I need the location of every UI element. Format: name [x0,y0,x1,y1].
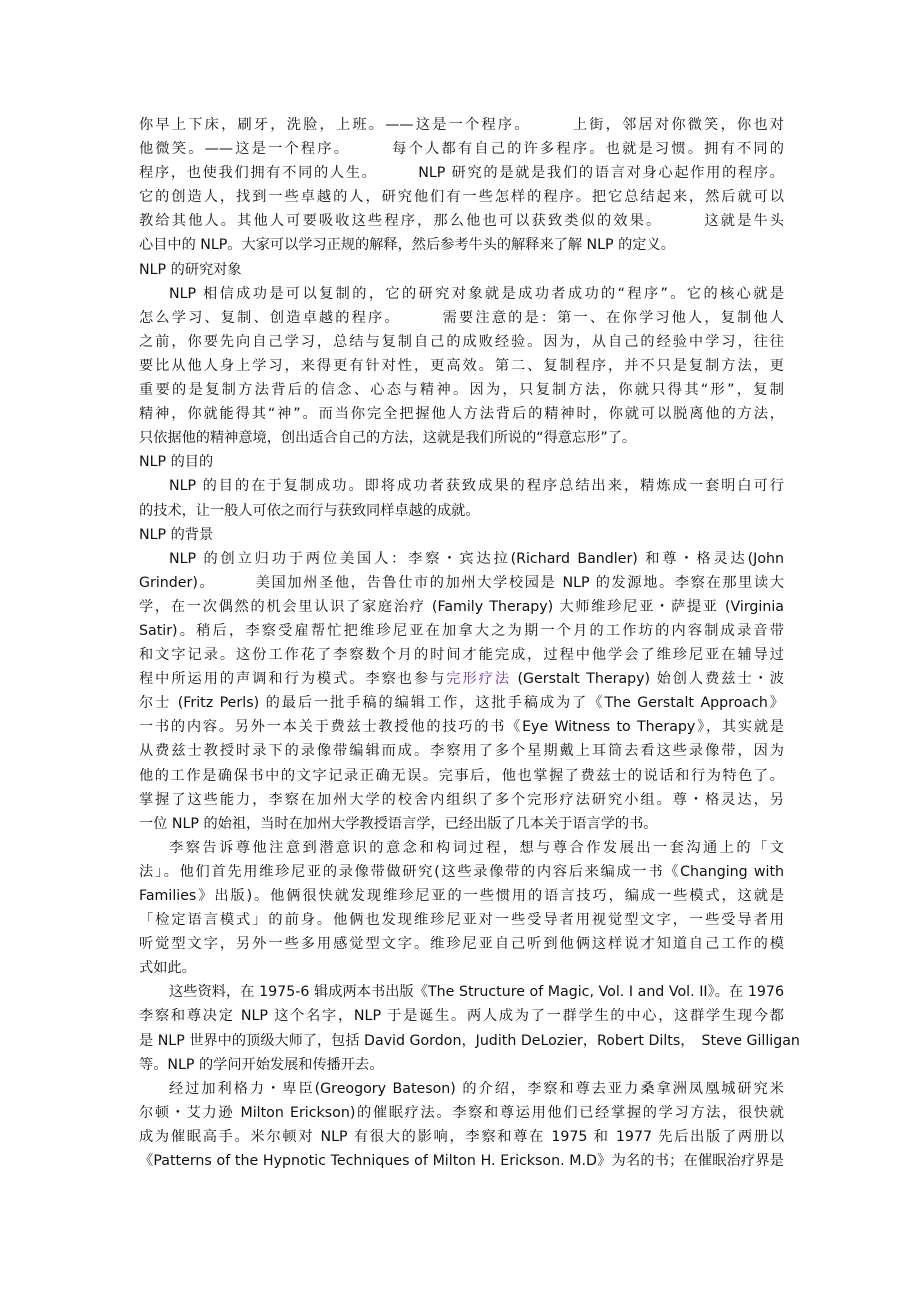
document-body [139,113,800,1173]
text-line: NLP 的创立归功于两位美国人：李察・宾达拉(Richard Bandler) 和尊・格灵达(John [169,550,784,567]
text-line: 「检定语言模式」的前身。他俩也发现维珍尼亚对一些受导者用视觉型文字，一些受导者用 [139,912,784,929]
text-line: 一书的内容。另外一本关于费兹士教授他的技巧的书《Eye Witness to Therapy》，其实就是 [139,719,784,736]
text-segment: (Gerstalt Therapy) 始创人费兹士・波 [511,671,784,688]
text-line: 要比从他人身上学习，来得更有针对性，更高效。第二、复制程序，并不只是复制方法，更 [139,357,784,374]
text-line: 他微笑。——这是一个程序。 每个人都有自己的许多程序。也就是习惯。拥有不同的 [139,141,784,158]
paragraph [139,1077,784,1173]
section-heading [139,258,784,282]
text-line: 怎么学习、复制、创造卓越的程序。 需要注意的是：第一、在你学习他人，复制他人 [139,309,784,326]
paragraph [139,836,784,981]
text-line: 只依据他的精神意境，创出适合自己的方法，这就是我们所说的“得意忘形”了。 [139,430,637,447]
text-line: 之前，你要先向自己学习，总结与复制自己的成败经验。因为，从自己的经验中学习，往往 [139,333,784,350]
text-line: 从费兹士教授时录下的录像带编辑而成。李察用了多个星期戴上耳筒去看这些录像带，因为 [139,743,784,760]
link-gestalt-therapy[interactable]: 完形疗法 [446,671,511,688]
paragraph [139,474,784,522]
text-line: 一位 NLP 的始祖，当时在加州大学教授语言学，已经出版了几本关于语言学的书。 [139,815,658,832]
text-segment: 程中所运用的声调和行为模式。李察也参与 [139,671,447,688]
text-line: NLP 相信成功是可以复制的，它的研究对象就是成功者成功的“程序”。它的核心就是 [169,285,784,302]
text-line: 程序，也使我们拥有不同的人生。 NLP 研究的是就是我们的语言对身心起作用的程序。 [139,165,784,182]
text-line: 掌握了这些能力，李察在加州大学的校舍内组织了多个完形疗法研究小组。尊・格灵达，另 [139,791,784,808]
text-line: 李察告诉尊他注意到潜意识的意念和构词过程，想与尊合作发展出一套沟通上的「文 [169,839,784,856]
text-line: 等。NLP 的学问开始发展和传播开去。 [139,1056,384,1073]
text-line: 是 NLP 世界中的顶级大师了，包括 David Gordon，Judith DeLozier，Robert Dilts， Steve Gilligan [139,1032,800,1049]
text-line: NLP 的目的在于复制成功。即将成功者获致成果的程序总结出来，精炼成一套明白可行 [169,478,784,495]
text-line: Grinder)。 美国加州圣他，告鲁仕市的加州大学校园是 NLP 的发源地。李察在那里读大 [139,574,784,591]
section-heading [139,450,784,474]
text-line: 学，在一次偶然的机会里认识了家庭治疗 (Family Therapy) 大师维珍尼亚・萨提亚 (Virginia [139,598,784,615]
text-line: 尔顿・艾力逊 Milton Erickson)的催眠疗法。李察和尊运用他们已经掌握的学习方法，很快就 [139,1104,784,1121]
text-line: 你早上下床，刷牙，洗脸，上班。——这是一个程序。 上街，邻居对你微笑，你也对 [139,117,784,133]
text-line: 成为催眠高手。米尔顿对 NLP 有很大的影响，李察和尊在 1975 和 1977 先后出版了两册以 [139,1128,784,1145]
text-line: 重要的是复制方法背后的信念、心态与精神。因为，只复制方法，你就只得其“形”，复制 [139,382,784,399]
text-line: 经过加利格力・卑臣(Greogory Bateson) 的介绍，李察和尊去亚力桑拿洲凤凰城研究米 [169,1080,784,1097]
text-line [139,667,784,691]
section-heading [139,523,784,547]
text-line: 教给其他人。其他人可要吸收这些程序，那么他也可以获致类似的效果。 这就是牛头 [139,213,784,230]
text-line: 它的创造人，找到一些卓越的人，研究他们有一些怎样的程序。把它总结起来，然后就可以 [139,189,784,206]
text-line: 法」。他们首先用维珍尼亚的录像带做研究(这些录像带的内容后来编成一书《Changing with [139,863,784,880]
heading-text: NLP 的目的 [139,454,214,471]
text-line: 精神，你就能得其“神”。而当你完全把握他人方法背后的精神时，你就可以脱离他的方法， [139,406,784,423]
text-line: Satir)。稍后，李察受雇帮忙把维珍尼亚在加拿大之为期一个月的工作坊的内容制成录音带 [139,622,784,639]
paragraph [139,980,800,1076]
heading-text: NLP 的背景 [139,526,214,543]
text-line: 式如此。 [139,960,196,977]
paragraph [139,547,784,836]
paragraph [139,113,784,258]
text-line: 这些资料，在 1975-6 辑成两本书出版《The Structure of Magic, Vol. I and Vol. II》。在 1976 [169,984,784,1001]
heading-text: NLP 的研究对象 [139,261,242,278]
paragraph [139,282,784,451]
text-line: 李察和尊决定 NLP 这个名字，NLP 于是诞生。两人成为了一群学生的中心，这群学生现今都 [139,1008,784,1025]
text-line: 和文字记录。这份工作花了李察数个月的时间才能完成，过程中他学会了维珍尼亚在辅导过 [139,647,784,664]
text-line: 《Patterns of the Hypnotic Techniques of Milton H. Erickson. M.D》为名的书；在催眠治疗界是 [139,1153,784,1170]
text-line: 心目中的 NLP。大家可以学习正规的解释，然后参考牛头的解释来了解 NLP 的定义。 [139,237,675,254]
text-line: 尔士 (Fritz Perls) 的最后一批手稿的编辑工作，这批手稿成为了《The Gerstalt Approach》 [139,695,784,712]
text-line: Families》出版)。他俩很快就发现维珍尼亚的一些惯用的语言技巧，编成一些模式，这就是 [139,888,784,904]
text-line: 听觉型文字，另外一些多用感觉型文字。维珍尼亚自己听到他俩这样说才知道自己工作的模 [139,936,784,953]
text-line: 的技术，让一般人可依之而行与获致同样卓越的成就。 [139,502,480,519]
text-line: 他的工作是确保书中的文字记录正确无误。完事后，他也掌握了费兹士的说话和行为特色了。 [139,767,784,784]
